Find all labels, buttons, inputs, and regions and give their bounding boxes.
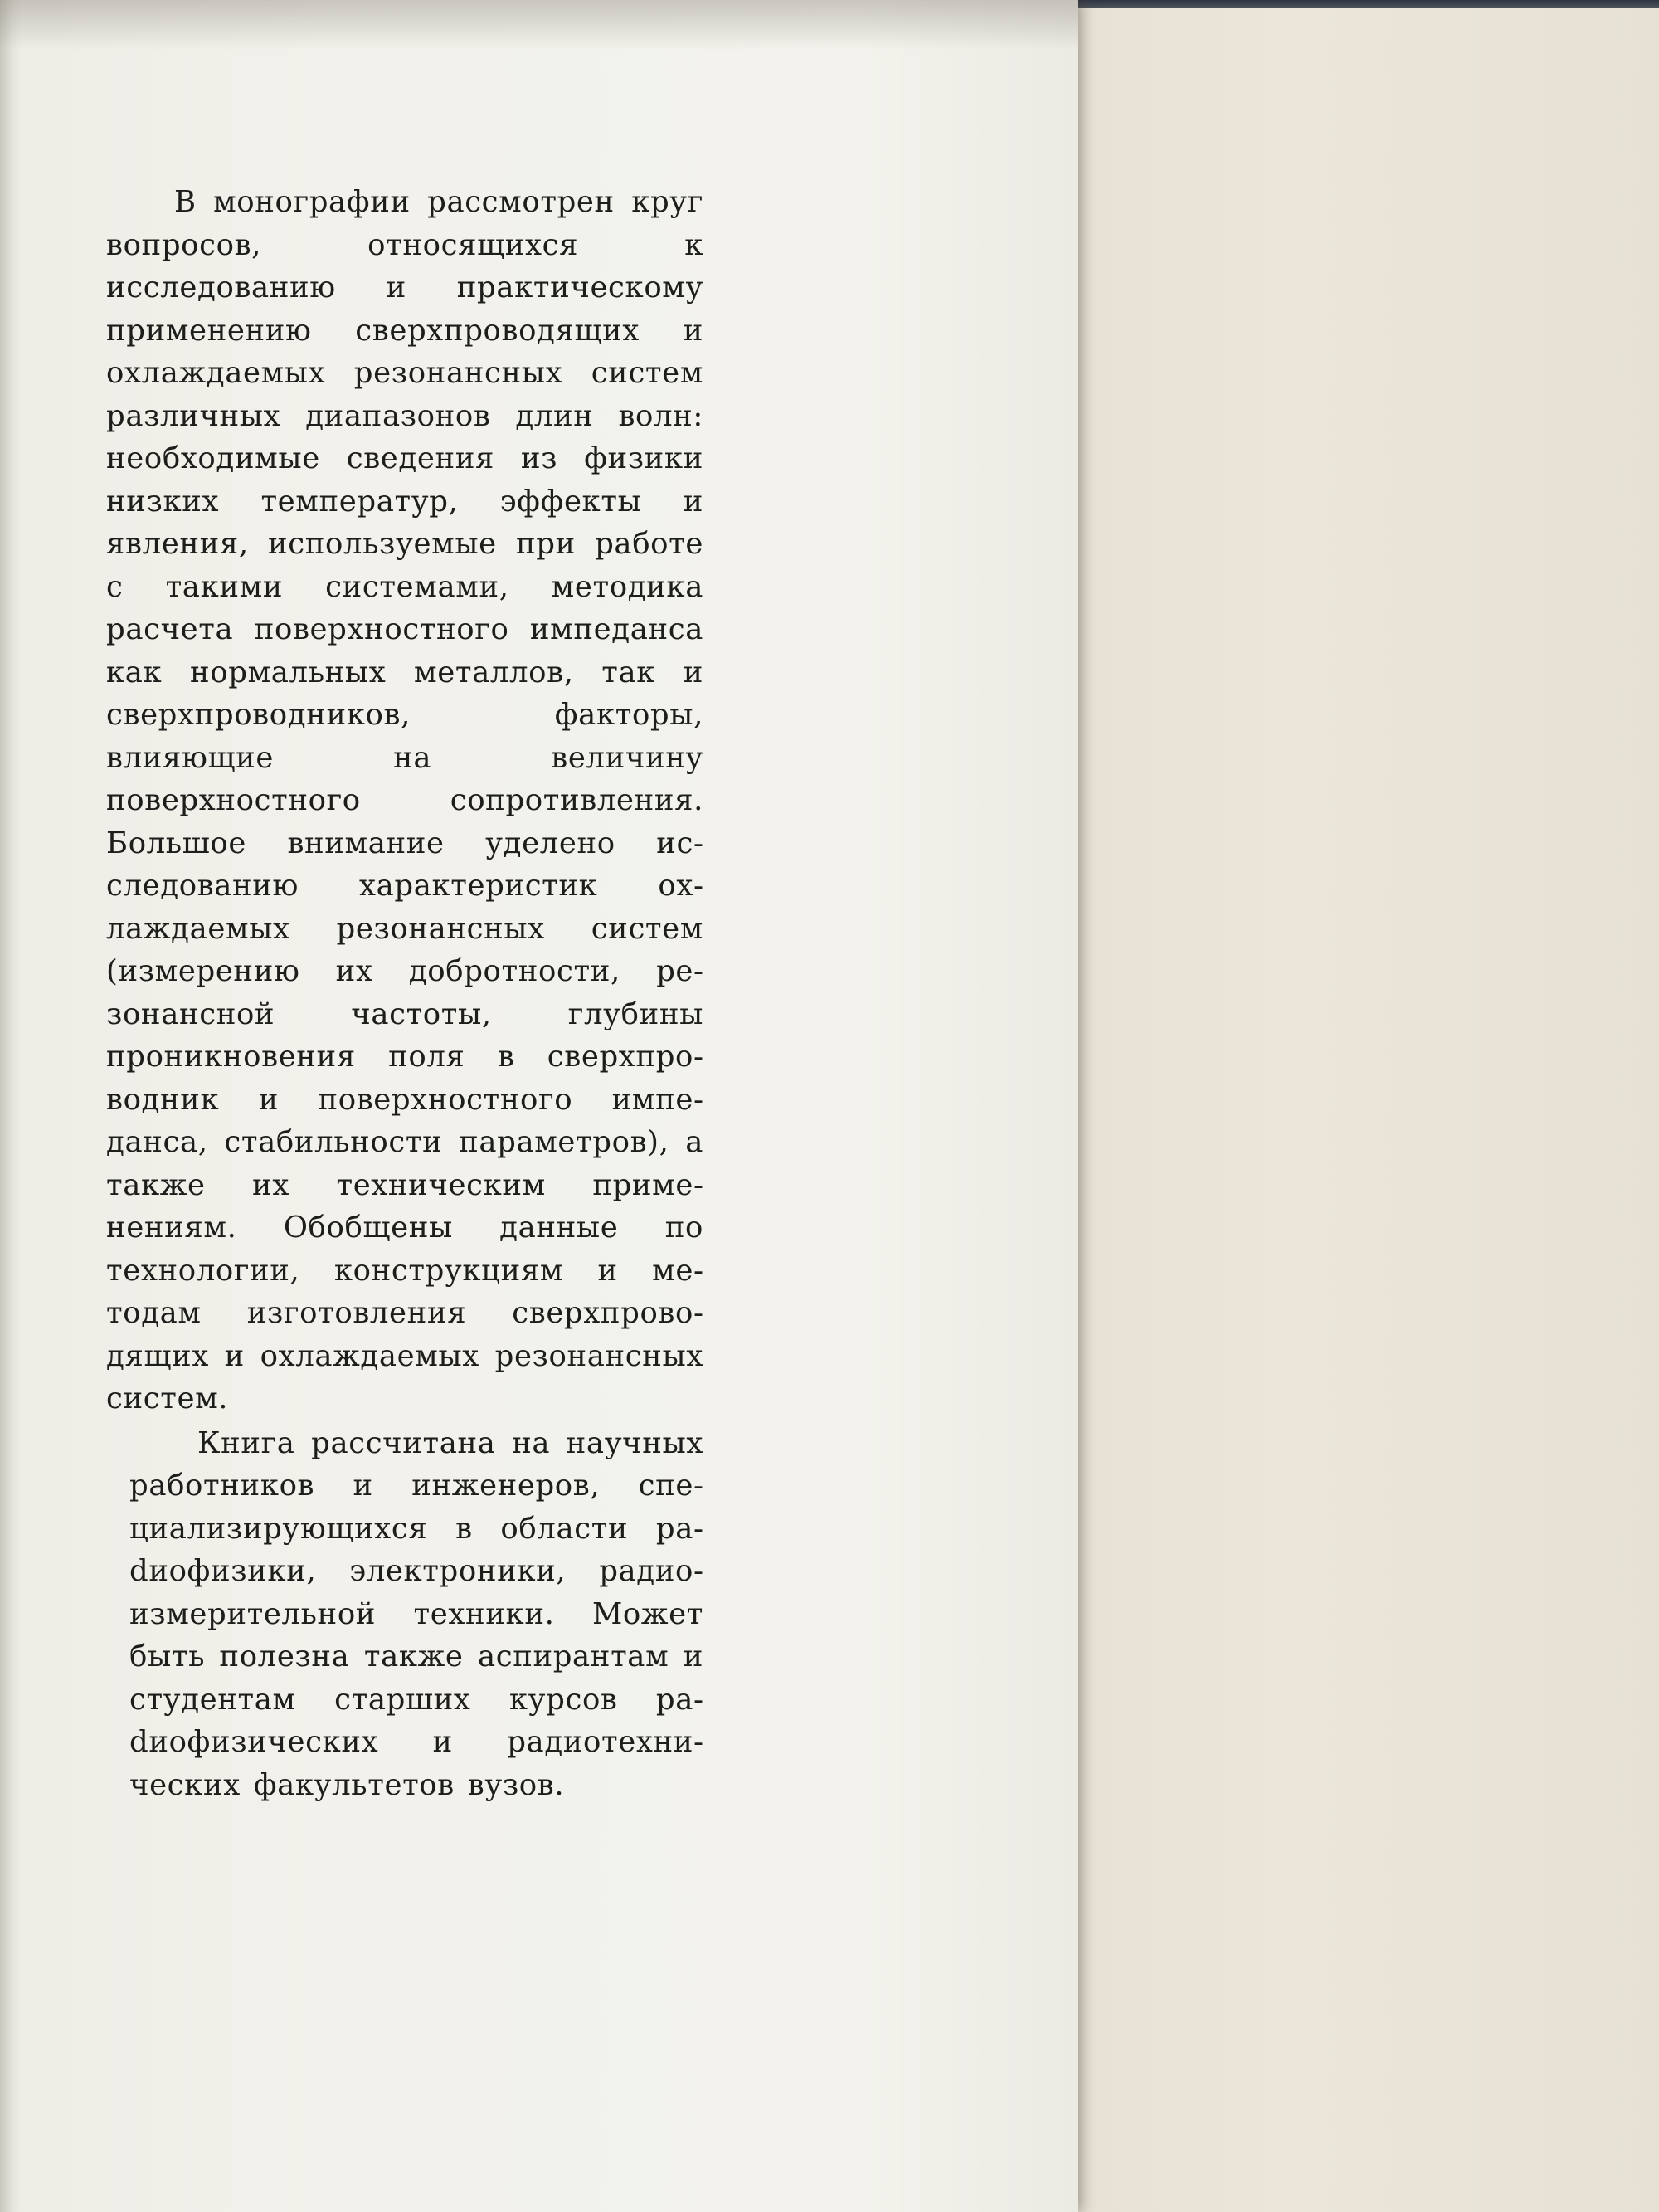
annotation-paragraph-1: В монографии рассмотрен круг вопросов, относящихся к исследованию и практическому применению сверхпроводящих и охлаждаемых резонансных систем различных диапазонов длин волн: необходимые сведения из физики низких температур, эффекты и явления, используемые при работе с такими системами, методика расчета поверхностного импеданса как нормальных металлов, так и сверхпроводников, факторы, влияющие на величину поверхностного сопротивления. Большое внимание уделено исследованию характеристик охлаждаемых резонансных систем (измерению их добротности, резонансной частоты, глубины проникновения поля в сверхпроводник и поверхностного импеданса, стабильности параметров), а также их техническим применениям. Обобщены данные по технологии, конструкциям и методам изготовления сверхпроводящих и охлаждаемых резонансных систем. — [106, 185, 703, 1415]
annotation-paragraph-2: Книга рассчитана на научных работников и инженеров, специализирующихся в области раdиофизики, электроники, радиоизмерительной техники. Может быть полезна также аспирантам и студентам старших курсов раdиофизических и радиотехнических факультетов вузов. — [129, 1425, 703, 1802]
book-annotation — [106, 181, 703, 1806]
right-page — [1047, 8, 1659, 2212]
page-top-shadow — [0, 0, 1078, 50]
page-left-edge — [0, 0, 13, 2212]
